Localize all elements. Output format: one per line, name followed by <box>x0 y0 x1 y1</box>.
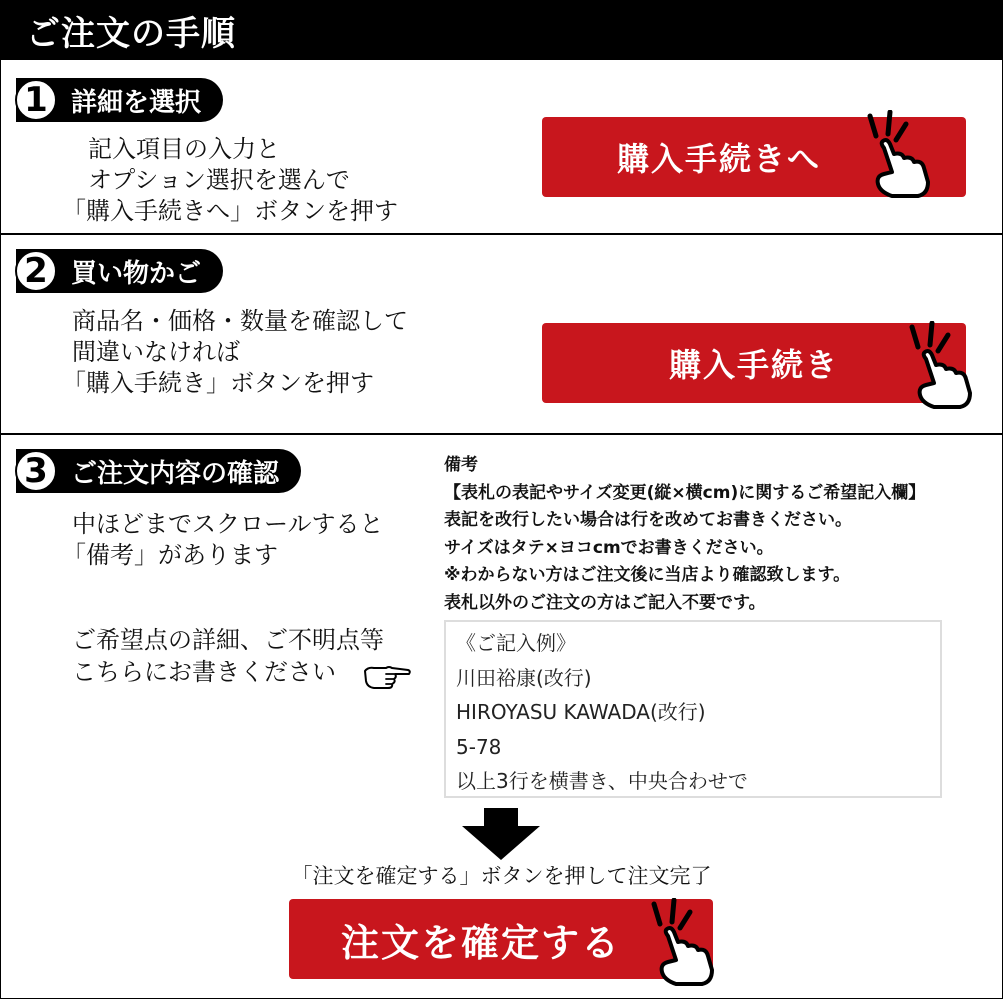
step-3-line-2: 「備考」があります <box>62 541 278 569</box>
confirm-order-button[interactable]: 注文を確定する <box>289 899 713 979</box>
step-1-badge <box>16 78 223 122</box>
step-2-line-3: 「購入手続き」ボタンを押す <box>62 369 374 397</box>
step-3-line-4: こちらにお書きください <box>72 658 336 686</box>
pointing-hand-icon <box>904 321 974 413</box>
step-1-line-1: 記入項目の入力と <box>88 135 280 163</box>
pointing-hand-icon <box>862 110 932 202</box>
step-1-section <box>0 58 1003 233</box>
notes-line: 表札以外のご注文の方はご記入不要です。 <box>444 592 766 613</box>
step-2-line-2: 間違いなければ <box>72 338 240 366</box>
proceed-to-checkout-button[interactable]: 購入手続きへ <box>542 117 966 197</box>
notes-line: ※わからない方はご注文後に当店より確認致します。 <box>444 565 851 585</box>
checkout-button[interactable]: 購入手続き <box>542 323 966 403</box>
step-1-number: 1 <box>15 79 57 121</box>
step-2-line-1: 商品名・価格・数量を確認して <box>72 307 408 335</box>
notes-block <box>444 452 925 617</box>
step-3-line-1: 中ほどまでスクロールすると <box>72 510 384 538</box>
notes-line: 表記を改行したい場合は行を改めてお書きください。 <box>444 510 852 530</box>
step-1-line-3: 「購入手続きへ」ボタンを押す <box>62 197 398 225</box>
confirm-caption: 「注文を確定する」ボタンを押して注文完了 <box>291 864 712 888</box>
step-2-badge <box>16 249 223 293</box>
example-line: 《ご記入例》 <box>456 631 576 655</box>
step-3-badge <box>16 449 301 493</box>
example-line: 川田裕康(改行) <box>456 665 592 690</box>
notes-textarea-example[interactable] <box>444 620 942 798</box>
notes-line: サイズはタテ×ヨコcmでお書きください。 <box>444 537 774 558</box>
step-3-number: 3 <box>15 450 57 492</box>
down-arrow-icon <box>462 808 540 860</box>
step-2-title: 買い物かご <box>71 258 202 289</box>
example-line: 5-78 <box>456 734 502 759</box>
page-header <box>0 0 1003 58</box>
step-3-line-3: ご希望点の詳細、ご不明点等 <box>72 626 384 654</box>
notes-heading: 備考 <box>444 455 478 475</box>
step-1-title: 詳細を選択 <box>71 87 202 118</box>
example-line: HIROYASU KAWADA(改行) <box>456 700 706 724</box>
step-1-line-2: オプション選択を選んで <box>88 166 350 194</box>
example-line: 以上3行を横書き、中央合わせで <box>456 769 748 793</box>
step-2-section <box>0 233 1003 433</box>
step-3-title: ご注文内容の確認 <box>71 458 280 489</box>
pointing-hand-icon <box>646 898 716 990</box>
pointing-right-hand-icon <box>362 661 412 691</box>
notes-line: 【表札の表記やサイズ変更(縦×横cm)に関するご希望記入欄】 <box>444 482 926 503</box>
step-2-number: 2 <box>15 250 57 292</box>
page-title: ご注文の手順 <box>26 14 236 54</box>
